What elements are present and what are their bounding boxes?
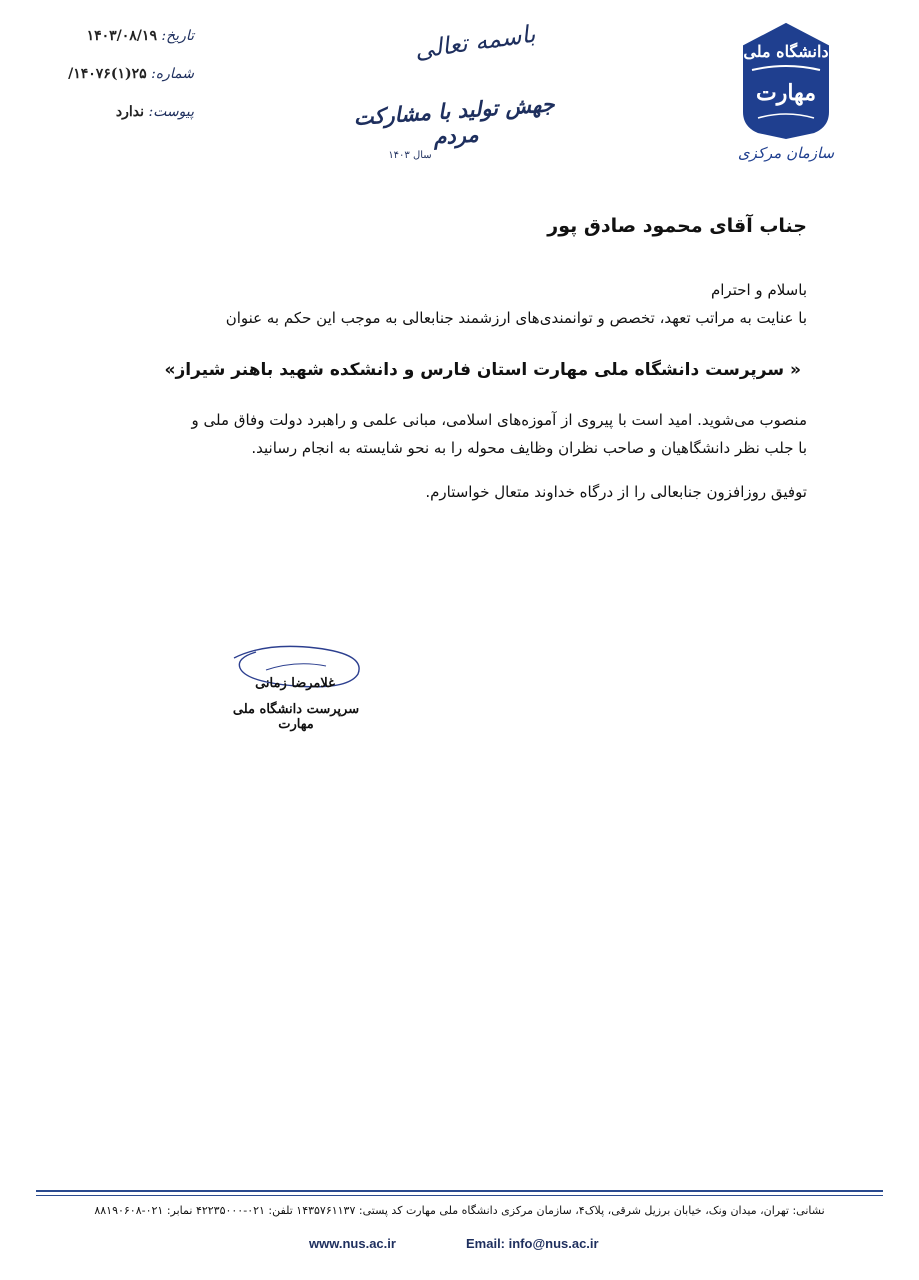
footer-address: نشانی: تهران، میدان ونک، خیابان برزیل شرقی، پلاک۴، سازمان مرکزی دانشگاه ملی مهارت کد پستی: ۱۴۳۵۷۶۱۱۳۷ تلفن: ۰۲۱-۴۲۲۳۵۰۰۰ نمابر: ۰۲۱-۸۸۱۹۰۶۰۸ (94, 1204, 825, 1217)
letter-meta (44, 26, 194, 140)
date-label: تاریخ: (161, 28, 194, 44)
meta-number (44, 64, 194, 102)
meta-attachment (44, 102, 194, 140)
website-link[interactable]: www.nus.ac.ir (309, 1236, 396, 1251)
footer-rule-thin (36, 1195, 883, 1196)
attachment-label: پیوست: (148, 104, 194, 120)
signatory-name: غلامرضا زمانی (255, 676, 335, 691)
basmala: باسمه تعالی (412, 19, 538, 65)
footer-rule (36, 1190, 883, 1192)
signatory-title: سرپرست دانشگاه ملی مهارت (232, 702, 360, 732)
number-value: ۲۵(۱)۱۴۰۷۶/ (68, 66, 147, 82)
logo-emblem (738, 22, 834, 140)
intro-paragraph: با عنایت به مراتب تعهد، تخصص و توانمندی‌های ارزشمند جنابعالی به موجب این حکم به عنوان (225, 309, 807, 327)
date-value: ۱۴۰۳/۰۸/۱۹ (86, 28, 157, 44)
body-line-1: منصوب می‌شوید. امید است با پیروی از آموزه‌های اسلامی، مبانی علمی و راهبرد دولت وفاق ملی و (191, 411, 807, 429)
meta-date (44, 26, 194, 64)
org-name: سازمان مرکزی (737, 144, 835, 162)
attachment-value: ندارد (115, 104, 144, 120)
center-heading (340, 14, 570, 161)
signature-block (226, 640, 376, 730)
university-logo (731, 22, 841, 162)
slogan-year: سال ۱۴۰۳ (388, 150, 432, 161)
logo-line2: مهارت (756, 80, 816, 106)
number-label: شماره: (151, 66, 194, 82)
recipient: جناب آقای محمود صادق پور (547, 215, 807, 237)
signature-scribble-icon (226, 640, 376, 700)
email-link[interactable]: Email: info@nus.ac.ir (466, 1236, 599, 1251)
logo-line1: دانشگاه ملی (743, 42, 829, 61)
appointment-title: « سرپرست دانشگاه ملی مهارت استان فارس و دانشکده شهید باهنر شیراز» (164, 360, 801, 380)
year-slogan: جهش تولید با مشارکت مردم (352, 91, 556, 150)
letter-body (108, 212, 807, 506)
body-line-2: با جلب نظر دانشگاهیان و صاحب نظران وظایف محوله را به نحو شایسته به انجام رسانید. (251, 439, 807, 457)
closing: توفیق روزافزون جنابعالی را از درگاه خداوند متعال خواستارم. (425, 483, 807, 501)
greeting: باسلام و احترام (710, 281, 807, 299)
